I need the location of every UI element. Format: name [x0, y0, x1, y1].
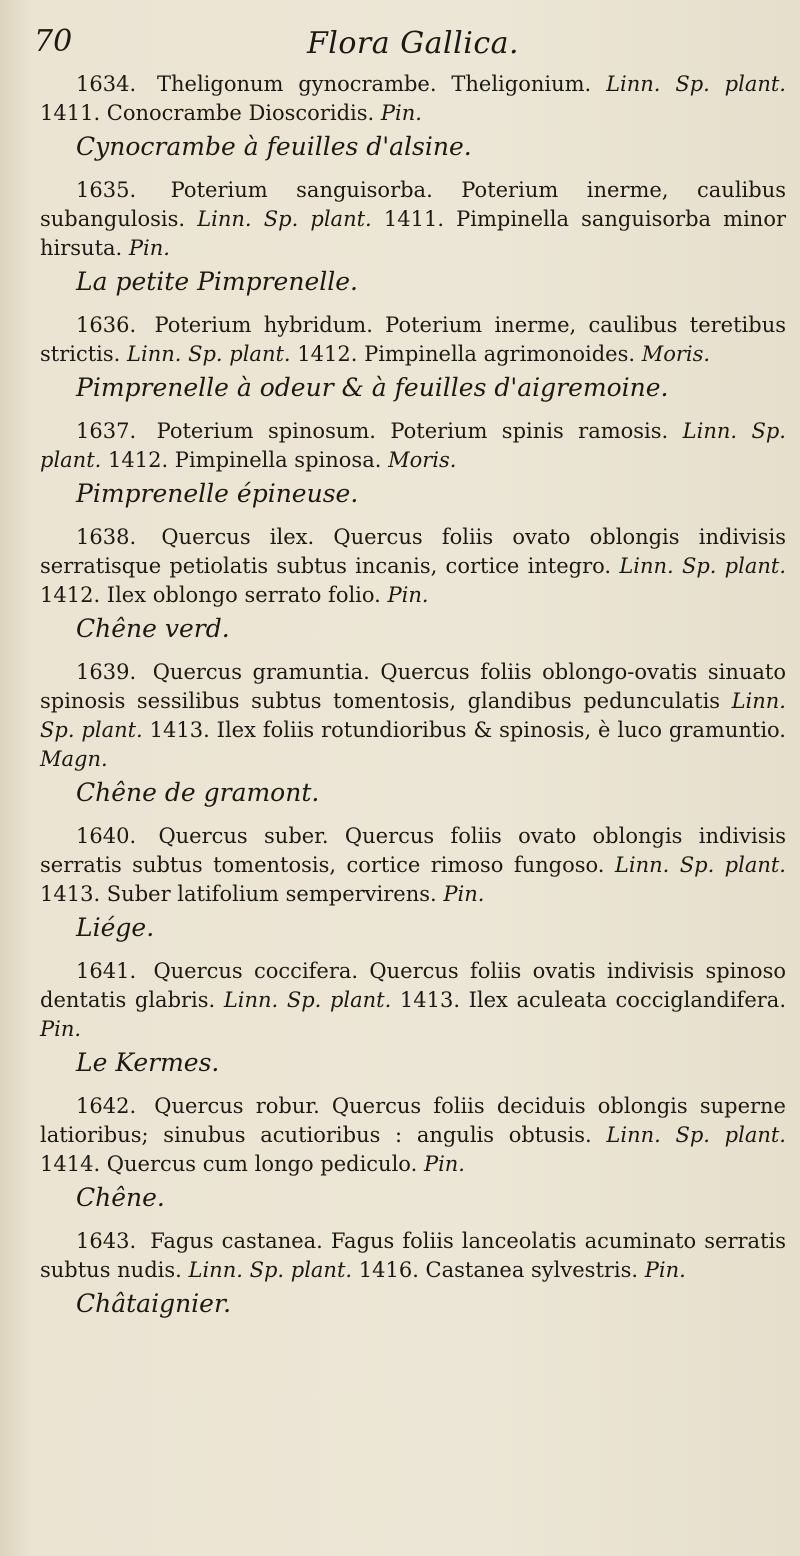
entry-text	[40, 1092, 786, 1179]
entry-author: Pin.	[443, 882, 485, 906]
running-title: Flora Gallica.	[306, 26, 520, 61]
vernacular-name: Le Kermes.	[76, 1048, 220, 1077]
entry-synonym: 1413. Suber latifolium sempervirens.	[40, 882, 437, 906]
entry-reference: Linn. Sp. plant.	[127, 342, 291, 366]
entry-reference: Linn. Sp. plant.	[197, 207, 372, 231]
vernacular-name: Pimprenelle à odeur & à feuilles d'aigremoine.	[76, 373, 669, 402]
entry-reference: Linn. Sp. plant.	[188, 1258, 353, 1282]
list-item	[40, 176, 786, 299]
entry-name: Poterium sanguisorba. Poterium inerme, caulibus subangulosis.	[40, 178, 786, 231]
entry-number: 1635.	[76, 178, 137, 202]
list-item	[40, 523, 786, 646]
entry-author: Pin.	[644, 1258, 686, 1282]
entry-reference: Linn. Sp. plant.	[614, 853, 786, 877]
entry-number: 1634.	[76, 72, 137, 96]
entry-synonym: 1413. Ilex aculeata cocciglandifera.	[399, 988, 786, 1012]
entry-text	[40, 417, 786, 475]
page-header	[34, 18, 786, 70]
entry-text	[40, 176, 786, 263]
entry-text	[40, 311, 786, 369]
entry-text	[40, 658, 786, 774]
entry-name: Quercus ilex. Quercus foliis ovato oblongis indivisis serratisque petiolatis subtus incanis, cortice integro.	[40, 525, 786, 578]
entry-author: Pin.	[128, 236, 170, 260]
entry-number: 1636.	[76, 313, 137, 337]
entry-number: 1640.	[76, 824, 137, 848]
list-item	[40, 311, 786, 405]
entry-number: 1642.	[76, 1094, 137, 1118]
list-item	[40, 822, 786, 945]
entry-synonym: 1416. Castanea sylvestris.	[358, 1258, 639, 1282]
entry-reference: Linn. Sp. plant.	[606, 1123, 786, 1147]
entry-name: Quercus robur. Quercus foliis deciduis oblongis superne latioribus; sinubus acutioribus : angulis obtusis.	[40, 1094, 786, 1147]
list-item	[40, 1092, 786, 1215]
vernacular-name: Liége.	[76, 913, 155, 942]
entry-author: Moris.	[641, 342, 711, 366]
entry-author: Pin.	[380, 101, 422, 125]
entry-reference: Linn. Sp. plant.	[223, 988, 392, 1012]
entry-number: 1643.	[76, 1229, 137, 1253]
list-item	[40, 658, 786, 810]
list-item	[40, 70, 786, 164]
entry-synonym: 1411. Conocrambe Dioscoridis.	[40, 101, 375, 125]
list-item	[40, 417, 786, 511]
entry-name: Quercus gramuntia. Quercus foliis oblongo-ovatis sinuato spinosis sessilibus subtus tomentosis, glandibus pedunculatis	[40, 660, 786, 713]
entry-reference: Linn. Sp. plant.	[40, 689, 786, 742]
list-item	[40, 1227, 786, 1321]
entry-synonym: 1412. Pimpinella spinosa.	[108, 448, 382, 472]
entry-name: Quercus coccifera. Quercus foliis ovatis indivisis spinoso dentatis glabris.	[40, 959, 786, 1012]
entry-author: Pin.	[387, 583, 429, 607]
entry-number: 1641.	[76, 959, 137, 983]
entry-name: Poterium spinosum. Poterium spinis ramosis.	[156, 419, 669, 443]
list-item	[40, 957, 786, 1080]
vernacular-name: Chêne de gramont.	[76, 778, 320, 807]
entry-number: 1639.	[76, 660, 137, 684]
entry-name: Theligonum gynocrambe. Theligonium.	[156, 72, 592, 96]
entry-author: Moris.	[388, 448, 457, 472]
vernacular-name: Cynocrambe à feuilles d'alsine.	[76, 132, 472, 161]
entry-number: 1637.	[76, 419, 137, 443]
entry-name: Fagus castanea. Fagus foliis lanceolatis acuminato serratis subtus nudis.	[40, 1229, 786, 1282]
entry-name: Quercus suber. Quercus foliis ovato oblongis indivisis serratis subtus tomentosis, cortice rimoso fungoso.	[40, 824, 786, 877]
entry-synonym: 1412. Ilex oblongo serrato folio.	[40, 583, 381, 607]
vernacular-name: Pimprenelle épineuse.	[76, 479, 359, 508]
entry-text	[40, 1227, 786, 1285]
vernacular-name: La petite Pimprenelle.	[76, 267, 358, 296]
page-number: 70	[34, 24, 73, 59]
entry-author: Pin.	[423, 1152, 465, 1176]
entry-reference: Linn. Sp. plant.	[40, 419, 786, 472]
vernacular-name: Chêne verd.	[76, 614, 230, 643]
entry-text	[40, 523, 786, 610]
entry-author: Magn.	[40, 747, 108, 771]
vernacular-name: Chêne.	[76, 1183, 165, 1212]
entry-synonym: 1411. Pimpinella sanguisorba minor hirsuta.	[40, 207, 787, 260]
entry-author: Pin.	[40, 1017, 82, 1041]
entry-text	[40, 822, 786, 909]
entry-text	[40, 70, 786, 128]
entry-synonym: 1412. Pimpinella agrimonoides.	[297, 342, 636, 366]
vernacular-name: Châtaignier.	[76, 1289, 232, 1318]
entry-text	[40, 957, 786, 1044]
entry-reference: Linn. Sp. plant.	[606, 72, 786, 96]
entry-name: Poterium hybridum. Poterium inerme, caulibus teretibus strictis.	[40, 313, 786, 366]
entry-synonym: 1413. Ilex foliis rotundioribus & spinosis, è luco gramuntio.	[149, 718, 786, 742]
entry-list	[40, 70, 786, 1321]
entry-synonym: 1414. Quercus cum longo pediculo.	[40, 1152, 418, 1176]
entry-reference: Linn. Sp. plant.	[619, 554, 786, 578]
entry-number: 1638.	[76, 525, 137, 549]
